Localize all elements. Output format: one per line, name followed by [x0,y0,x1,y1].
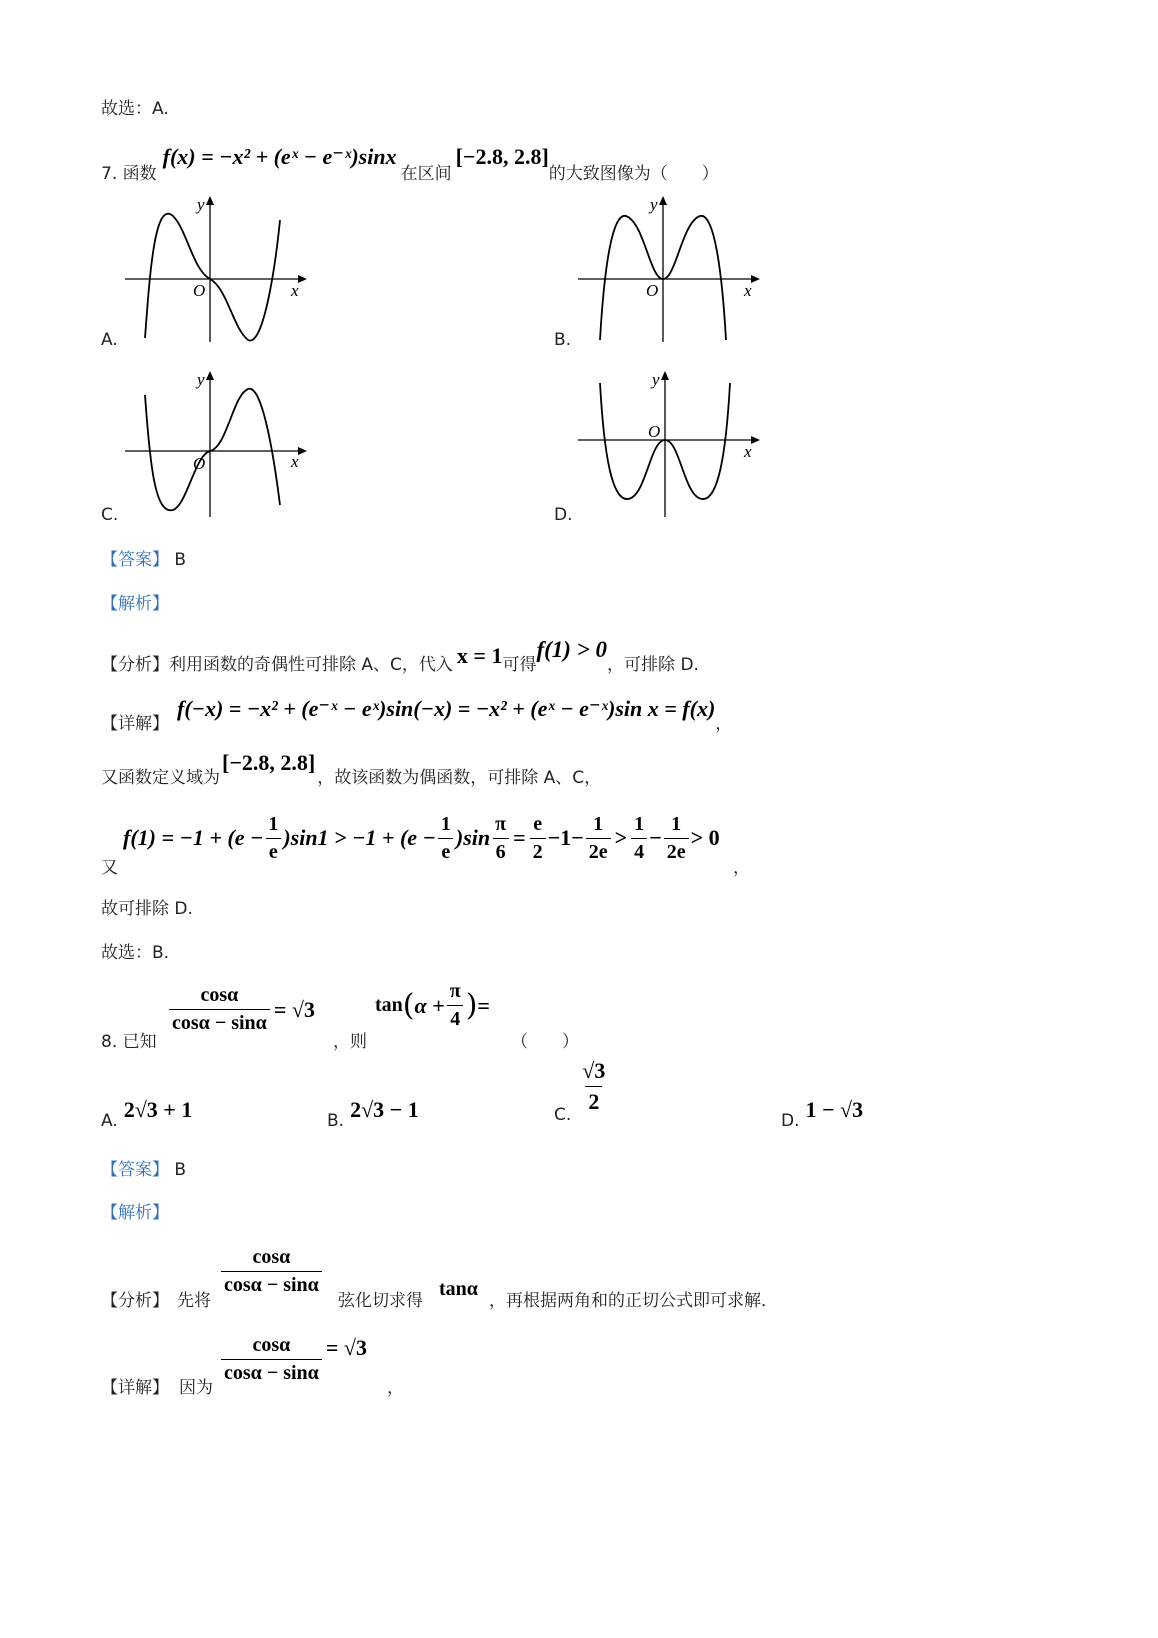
q8-answer-line [101,1155,186,1180]
q7-f1-sin: )sin [455,825,491,850]
q7-stem [101,140,719,184]
q7-frac-e-over-2: $\frac{e}{2}$ [530,813,546,864]
q8-fenxi-text-3: ，再根据两角和的正切公式即可求解． [489,1291,778,1311]
q7-fenxi-f1: f(1) > 0 [536,637,608,662]
graph-b-x-label: x [744,281,752,300]
q7-domain-text-1: 又函数定义域为 [101,768,220,788]
graph-b-y-label: y [650,195,658,214]
q7-minus-2: − [649,825,662,850]
q7-gt-1: > [614,825,628,850]
q7-frac-pi-over-6: $\frac{\pi}{6}$ [492,813,509,864]
q7-domain-text-2: ，故该函数为偶函数，可排除 A、C， [317,768,602,788]
q7-frac-1-over-2e-b: $\frac{1}{2e}$ [664,813,689,864]
graph-d-y-label: y [652,370,660,389]
q8-fenxi-text-1: 先将 [177,1291,211,1311]
option-c-label: C. [101,505,119,525]
q8-given-equation [167,984,315,1035]
option-b-label: B. [554,330,572,350]
q8-answer-tag: 【答案】 [101,1160,169,1180]
graph-b-origin-label: O [646,281,659,300]
q8-option-b: B. 2√3 − 1 [327,1097,419,1131]
q7-fenxi-x-value: x = 1 [456,643,503,668]
q8-xiangjie-text-1: 因为 [179,1378,213,1398]
q7-f1-lhs: f(1) = −1 + (e − [123,825,264,850]
q8-option-d-value: 1 − √3 [805,1097,864,1122]
q8-fenxi-tan: tanα [439,1278,478,1300]
graph-c-y-label: y [197,370,205,389]
q8-number: 8. 已知 [101,1032,157,1052]
q8-fenxi-fraction: $\frac{\cos\alpha}{\cos\alpha - \sin\alpha}$ [221,1246,322,1297]
q7-fenxi-text-2: 可得 [502,655,537,675]
q7-fenxi-text-3: ，可排除 D. [607,655,699,675]
q8-option-c-value: $\frac{√3}{2}$ [582,1058,606,1114]
q8-frac-pi-over-4: $\frac{\pi}{4}$ [447,980,464,1031]
q8-paren: （ ） [511,1032,579,1052]
q8-given-equation-repeat: $\frac{\cos\alpha}{\cos\alpha - \sin\alpha}$ = √3 [219,1334,367,1385]
q8-option-b-value: 2√3 − 1 [350,1097,419,1122]
q8-option-a: A. 2√3 + 1 [101,1097,193,1131]
graph-a-y-label: y [197,195,205,214]
q7-interval: [−2.8, 2.8] [455,144,549,169]
q8-xiangjie-comma: ， [387,1378,404,1398]
graph-c-x-label: x [291,452,299,471]
graph-option-b [568,190,768,350]
q8-alpha-plus: α + [414,992,445,1018]
q7-domain-line [101,748,601,788]
q7-frac-1-over-e-a: $\frac{1}{e}$ [265,813,281,864]
graph-option-a [115,190,315,350]
q7-minus-one: −1− [547,825,584,850]
q7-stem-tail: 的大致图像为（ ） [548,164,719,184]
q7-answer-line [101,545,186,570]
q8-then: ，则 [333,1032,367,1052]
q8-option-c: C. $\frac{√3}{2}$ [554,1068,610,1125]
q8-fenxi-tag: 【分析】 [101,1291,169,1311]
q7-answer-tag: 【答案】 [101,550,169,570]
q7-gt-zero: > 0 [690,825,720,850]
q7-fenxi-tag: 【分析】 [101,655,169,675]
option-d-label: D. [554,505,573,525]
q8-eq-sqrt3: = √3 [273,996,315,1022]
q7-stem-mid: 在区间 [400,164,452,184]
q8-tan-word: tan [375,994,403,1016]
q8-given-fraction: $\frac{\cos\alpha}{\cos\alpha - \sin\alpha}$ [169,984,270,1035]
q7-fenxi-text-1: 利用函数的奇偶性可排除 A、C，代入 [169,655,453,675]
q7-number: 7. 函数 [101,164,157,184]
q8-eq: = [477,992,490,1018]
graph-option-d [568,365,768,525]
q7-domain-interval: [−2.8, 2.8] [222,750,316,775]
q6-conclusion: 故选：A. [101,99,169,119]
q8-analysis-tag: 【解析】 [101,1203,169,1223]
graph-d-x-label: x [744,442,752,461]
q7-f1-mid: )sin1 > −1 + (e − [283,825,436,850]
graph-c-origin-label: O [193,454,206,473]
q7-frac-1-over-2e-a: $\frac{1}{2e}$ [586,813,611,864]
q7-frac-1-over-e-b: $\frac{1}{e}$ [438,813,454,864]
q8-option-d: D. 1 − √3 [781,1097,864,1131]
q8-target-expression: tan ( α + $\frac{\pi}{4}$ ) = [375,980,490,1030]
q8-option-a-value: 2√3 + 1 [123,1097,193,1122]
q7-xiangjie-comma: ， [715,714,733,734]
q8-xiangjie-tag: 【详解】 [101,1378,169,1398]
q7-fenxi-line [101,635,699,675]
q8-answer-value: B [174,1160,187,1180]
graph-option-c [115,365,315,525]
graph-a-x-label: x [291,281,299,300]
q7-f1-comma: ， [733,858,750,878]
q7-xiangjie-line [101,690,732,734]
option-a-label: A. [101,330,118,350]
q7-xiangjie-tag: 【详解】 [101,714,169,734]
q7-analysis-tag: 【解析】 [101,594,169,614]
q7-eq-1: = [513,825,526,850]
q7-you: 又 [101,858,118,878]
q7-conclusion: 故选：B. [101,943,170,963]
q7-f1-expression [123,808,720,868]
q8-fenxi-text-2: 弦化切求得 [338,1291,423,1311]
q7-answer-value: B [174,550,187,570]
q7-exclude-d: 故可排除 D. [101,899,193,919]
q7-function-formula: f(x) = −x² + (eˣ − e⁻ˣ)sinx [162,144,397,169]
graph-d-origin-label: O [648,422,661,441]
q7-parity-equation: f(−x) = −x² + (e⁻ˣ − eˣ)sin(−x) = −x² + (eˣ − e⁻ˣ)sin x = f(x) [177,696,716,721]
q7-frac-1-over-4: $\frac{1}{4}$ [631,813,647,864]
graph-a-origin-label: O [193,281,206,300]
